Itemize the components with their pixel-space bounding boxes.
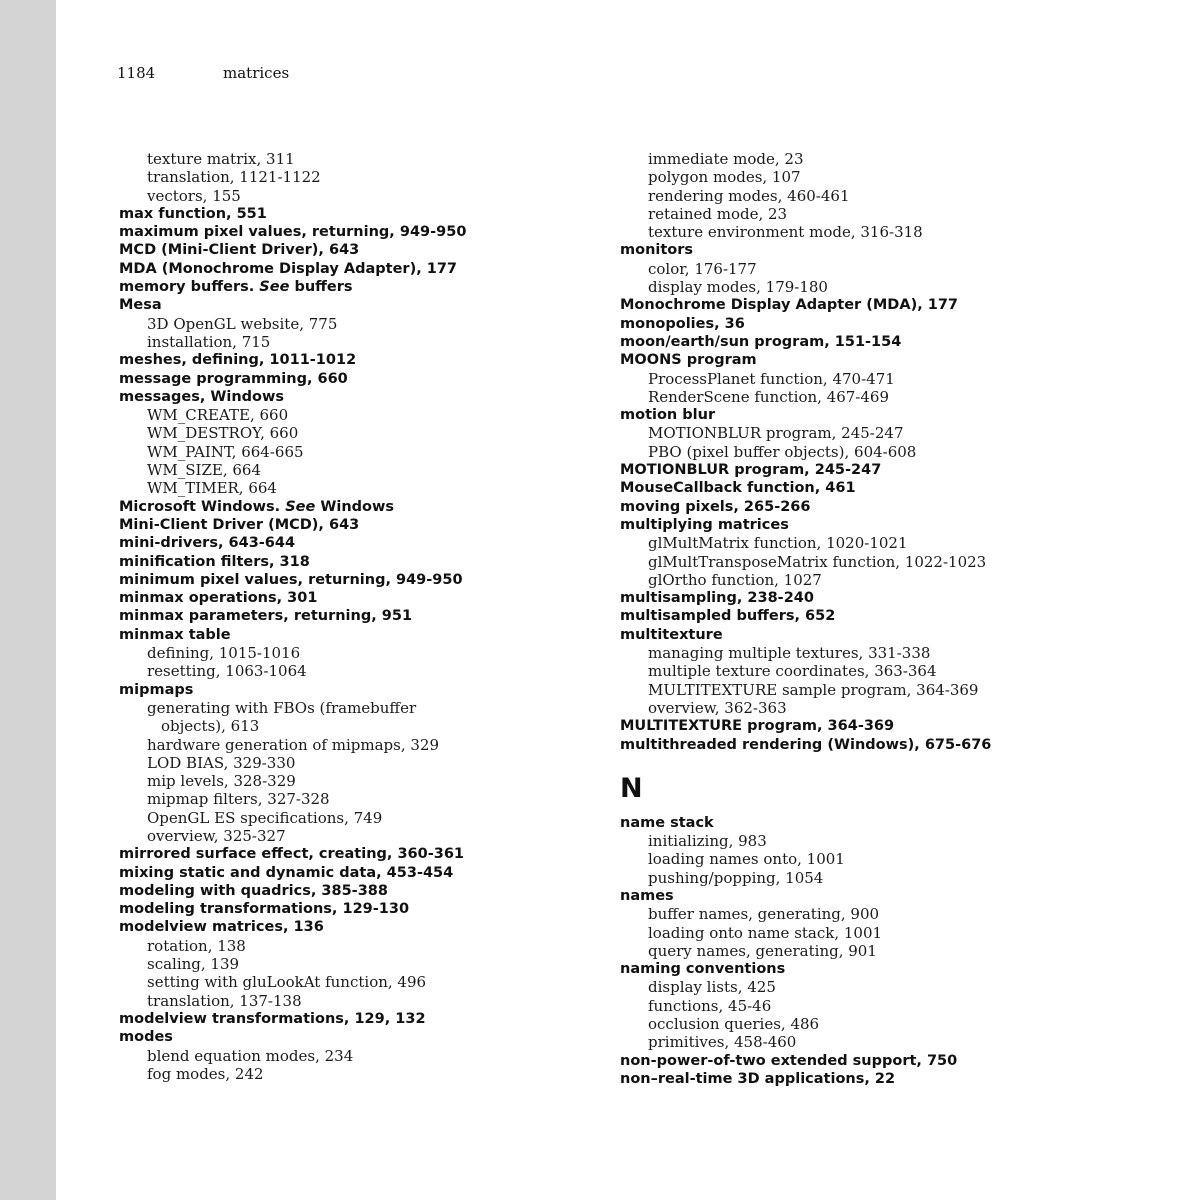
- index-entry: MOTIONBLUR program, 245-247: [620, 462, 882, 479]
- index-subentry: rendering modes, 460-461: [648, 186, 850, 205]
- index-subentry: translation, 1121-1122: [147, 168, 321, 187]
- index-subentry: mipmap filters, 327-328: [147, 790, 330, 809]
- see-reference-target: Windows: [315, 498, 395, 515]
- index-subentry: 3D OpenGL website, 775: [147, 314, 338, 333]
- index-subentry: multiple texture coordinates, 363-364: [648, 662, 937, 681]
- index-subentry: query names, generating, 901: [648, 941, 877, 960]
- index-subentry: OpenGL ES specifications, 749: [147, 808, 383, 827]
- index-entry: multithreaded rendering (Windows), 675-676: [620, 736, 992, 753]
- index-subentry: overview, 362-363: [648, 698, 787, 717]
- index-subentry: managing multiple textures, 331-338: [648, 644, 931, 663]
- index-subentry: loading names onto, 1001: [648, 850, 845, 869]
- index-entry: modelview matrices, 136: [119, 919, 324, 936]
- index-subentry: glMultMatrix function, 1020-1021: [648, 534, 908, 553]
- running-header: [117, 64, 289, 82]
- index-entry: Mini-Client Driver (MCD), 643: [119, 516, 360, 533]
- index-subentry: pushing/popping, 1054: [648, 868, 824, 887]
- index-entry: maximum pixel values, returning, 949-950: [119, 224, 467, 241]
- see-reference-word: See: [259, 279, 290, 296]
- index-entry: Mesa: [119, 297, 162, 314]
- index-entry: moving pixels, 265-266: [620, 498, 811, 515]
- index-subentry: fog modes, 242: [147, 1064, 264, 1083]
- index-subentry: functions, 45-46: [648, 996, 772, 1015]
- see-reference-word: See: [285, 498, 316, 515]
- index-subentry: display lists, 425: [648, 978, 776, 997]
- index-entry: MDA (Monochrome Display Adapter), 177: [119, 260, 458, 277]
- index-subentry: RenderScene function, 467-469: [648, 387, 889, 406]
- index-entry: multiplying matrices: [620, 516, 789, 533]
- index-entry: minimum pixel values, returning, 949-950: [119, 571, 463, 588]
- index-subentry: WM_PAINT, 664-665: [147, 442, 304, 461]
- index-entry: messages, Windows: [119, 388, 285, 405]
- index-entry: max function, 551: [119, 205, 267, 222]
- index-subentry: installation, 715: [147, 332, 271, 351]
- index-subentry: resetting, 1063-1064: [147, 662, 307, 681]
- index-subentry: primitives, 458-460: [648, 1033, 797, 1052]
- index-subentry: blend equation modes, 234: [147, 1046, 354, 1065]
- index-entry: minmax operations, 301: [119, 590, 318, 607]
- index-subentry: hardware generation of mipmaps, 329: [147, 735, 439, 754]
- index-entry: MULTITEXTURE program, 364-369: [620, 718, 895, 735]
- index-entry: message programming, 660: [119, 370, 348, 387]
- index-entry: mipmaps: [119, 681, 194, 698]
- index-subentry: loading onto name stack, 1001: [648, 923, 883, 942]
- index-subentry: setting with gluLookAt function, 496: [147, 973, 427, 992]
- index-subentry: color, 176-177: [648, 259, 757, 278]
- index-entry: minification filters, 318: [119, 553, 310, 570]
- index-entry: monopolies, 36: [620, 315, 745, 332]
- running-head: matrices: [223, 64, 290, 82]
- entry-term: memory buffers.: [119, 279, 260, 296]
- index-entry-see: [119, 278, 599, 296]
- index-entry: MouseCallback function, 461: [620, 480, 856, 497]
- index-column-left: [119, 150, 599, 1083]
- index-entry: modeling transformations, 129-130: [119, 901, 410, 918]
- index-entry: MOONS program: [620, 352, 757, 369]
- index-subentry: WM_CREATE, 660: [147, 406, 289, 425]
- index-column-right: [620, 150, 1180, 1088]
- index-subentry: PBO (pixel buffer objects), 604-608: [648, 442, 917, 461]
- index-entry: mirrored surface effect, creating, 360-361: [119, 846, 465, 863]
- index-subentry: mip levels, 328-329: [147, 772, 296, 791]
- index-entry: multisampled buffers, 652: [620, 608, 836, 625]
- index-subentry: retained mode, 23: [648, 204, 788, 223]
- page-number: 1184: [117, 64, 156, 82]
- index-subentry: MULTITEXTURE sample program, 364-369: [648, 680, 979, 699]
- index-entry: names: [620, 887, 674, 904]
- index-entry: non-power-of-two extended support, 750: [620, 1052, 958, 1069]
- index-subentry: WM_TIMER, 664: [147, 479, 277, 498]
- index-entry: minmax parameters, returning, 951: [119, 608, 413, 625]
- index-subentry: display modes, 179-180: [648, 278, 828, 297]
- index-entry: multitexture: [620, 626, 723, 643]
- index-entry: naming conventions: [620, 961, 786, 978]
- index-entry: moon/earth/sun program, 151-154: [620, 333, 902, 350]
- index-subentry: immediate mode, 23: [648, 150, 804, 168]
- index-subentry: WM_DESTROY, 660: [147, 424, 299, 443]
- index-entry: name stack: [620, 814, 714, 831]
- index-subentry: initializing, 983: [648, 832, 767, 851]
- index-subentry: overview, 325-327: [147, 826, 286, 845]
- index-subentry: scaling, 139: [147, 955, 240, 974]
- index-subentry: occlusion queries, 486: [648, 1015, 820, 1034]
- see-reference-target: buffers: [289, 279, 353, 296]
- index-entry: Monochrome Display Adapter (MDA), 177: [620, 297, 959, 314]
- index-entry: modelview transformations, 129, 132: [119, 1010, 426, 1027]
- index-subentry: generating with FBOs (framebuffer: [147, 698, 417, 717]
- index-subentry: glMultTransposeMatrix function, 1022-1023: [648, 552, 987, 571]
- index-subentry: defining, 1015-1016: [147, 644, 301, 663]
- entry-term: Microsoft Windows.: [119, 498, 286, 515]
- index-entry: mixing static and dynamic data, 453-454: [119, 864, 454, 881]
- index-entry: non–real-time 3D applications, 22: [620, 1070, 896, 1087]
- index-subentry: MOTIONBLUR program, 245-247: [648, 424, 904, 443]
- index-subentry-continuation: objects), 613: [161, 717, 260, 736]
- index-subentry: polygon modes, 107: [648, 168, 801, 187]
- index-entry-see: [119, 498, 599, 516]
- index-entry: modes: [119, 1029, 173, 1046]
- index-subentry: ProcessPlanet function, 470-471: [648, 369, 895, 388]
- index-subentry: buffer names, generating, 900: [648, 905, 880, 924]
- index-entry: multisampling, 238-240: [620, 590, 814, 607]
- index-entry: MCD (Mini-Client Driver), 643: [119, 242, 360, 259]
- index-page: [56, 0, 1200, 1200]
- index-subentry: translation, 137-138: [147, 991, 302, 1010]
- index-entry: mini-drivers, 643-644: [119, 535, 296, 552]
- index-subentry: rotation, 138: [147, 936, 246, 955]
- index-subentry: vectors, 155: [147, 186, 241, 205]
- index-subentry: LOD BIAS, 329-330: [147, 753, 296, 772]
- index-entry: motion blur: [620, 407, 716, 424]
- index-entry: meshes, defining, 1011-1012: [119, 352, 357, 369]
- index-subentry: glOrtho function, 1027: [648, 570, 822, 589]
- index-entry: modeling with quadrics, 385-388: [119, 882, 388, 899]
- section-letter-heading: N: [620, 772, 643, 804]
- index-subentry: texture matrix, 311: [147, 150, 295, 168]
- index-subentry: WM_SIZE, 664: [147, 461, 262, 480]
- index-entry: minmax table: [119, 626, 231, 643]
- index-subentry: texture environment mode, 316-318: [648, 223, 923, 242]
- index-entry: monitors: [620, 242, 694, 259]
